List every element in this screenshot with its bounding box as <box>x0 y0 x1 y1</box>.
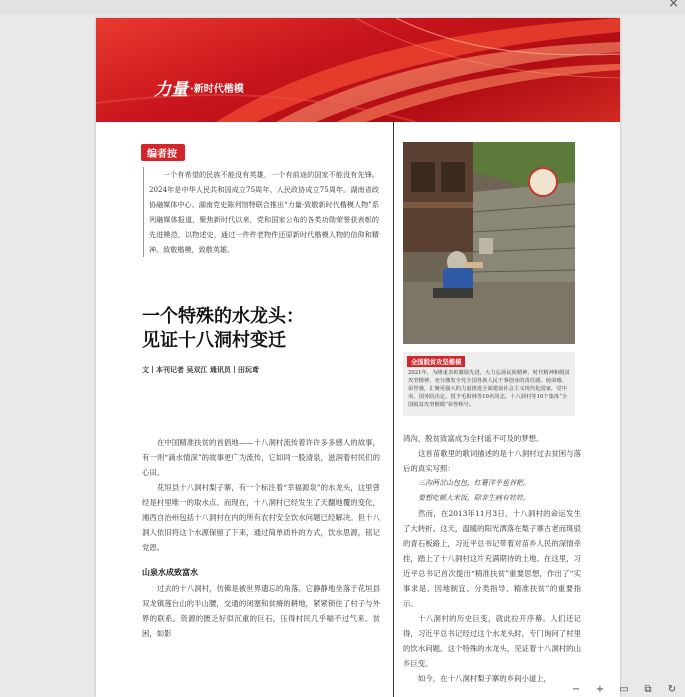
brand-logo: 力量 <box>154 80 188 100</box>
paragraph: 过去的十八洞村，仿佛是被世界遗忘的角落。它静静地坐落于花垣县双龙镇莲台山的半山腰，交通的闭塞和贫瘠的耕地，紧紧锁住了村子与外界的联系。资源的匮乏好似沉重的巨石，压得村民几乎喘不过气来。贫困，如影 <box>142 584 380 638</box>
editor-note-text: 一个有希望的民族不能没有英雄，一个有前途的国家不能没有先锋。2024年是中华人民共和国成立75周年、人民政协成立75周年。湖南省政协融媒体中心、湖南党史陈列馆特联合推出“力量·致敬新时代楷模人物”系列融媒体报道，聚焦新时代以来，党和国家公布的各类功勋荣誉获表彰的先进模范，以物述史，通过一件件老物件还原新时代楷模人物的信仰和精神。致敬楷模，致敬英雄。 <box>143 167 379 257</box>
paragraph: 十八洞村的历史巨变，就此拉开序幕。人们还记得，习近平总书记经过这个水龙头时，专门询问了村里的饮水问题。这个特殊的水龙头，见证着十八洞村的山乡巨变。 <box>403 614 581 668</box>
paragraph: 在中国精准扶贫的首倡地——十八洞村流传着许许多多感人的故事，有一则“滴水情深”的故事更广为流传，它如同一股清泉，滋润着村民们的心田。 <box>142 438 380 477</box>
header-banner <box>96 18 620 122</box>
column-divider <box>393 122 394 697</box>
paragraph: 如今，在十八洞村梨子寨的乡间小道上， <box>418 674 552 683</box>
poem-line: 要想吃顿大米饭，除非生病有娃娃。 <box>418 494 530 502</box>
caption-text: 2021年，为隆重表彰激励先进，大力弘扬民族精神、时代精神和脱贫攻坚精神，充分激发全党全国各族人民干事创业的责任感、使命感、荣誉感，汇聚更强大的力量推进全面建设社会主义现代化国家，党中央、国务院决定，授予毛相林等10名同志，十八洞村等10个集体“全国脱贫攻坚楷模”荣誉称号。 <box>408 370 570 408</box>
right-column <box>403 431 581 686</box>
copy-icon[interactable]: ⧉ <box>644 683 652 695</box>
article-photo <box>403 142 575 344</box>
column-brand <box>154 75 244 100</box>
editor-note-tag: 编者按 <box>141 144 185 161</box>
photo-caption-box <box>403 352 575 416</box>
title-line-2: 见证十八洞村变迁 <box>142 330 286 351</box>
paragraph: 花垣县十八洞村梨子寨，有一个标注着“幸福源泉”的水龙头，这里曾经是村里唯一的取水点。而现在，十八洞村已经发生了天翻地覆的变化，湘西自治州包括十八洞村在内的所有农村安全饮水问题已经解决。但十八洞人依旧将这个水源保留了下来，通过简单质朴的方式，饮水思源，铭记党恩。 <box>142 483 380 552</box>
poem-line: 三沟两岔山包包，红薯洋芋苞谷粑。 <box>418 479 530 487</box>
byline: 文丨本刊记者 吴双江 通讯员丨田玩鸢 <box>142 366 259 374</box>
document-page <box>96 18 620 697</box>
caption-tag: 全国脱贫攻坚楷模 <box>407 356 465 367</box>
rotate-icon[interactable]: ↻ <box>667 683 677 695</box>
close-icon[interactable]: × <box>668 0 679 11</box>
section-subhead: 山泉水成致富水 <box>142 568 198 577</box>
left-column <box>142 435 380 641</box>
title-line-1: 一个特殊的水龙头： <box>142 306 304 327</box>
banner-swoosh-art <box>96 18 620 122</box>
viewer-toolbar <box>480 682 685 697</box>
paragraph: 这首苗歌里的歌词描述的是十八洞村过去贫困与落后的真实写照： <box>403 449 581 473</box>
paragraph: 鸿沟，脱贫致富成为全村遥不可及的梦想。 <box>403 434 544 443</box>
zoom-out-icon[interactable]: − <box>571 683 581 695</box>
fit-page-icon[interactable]: ▭ <box>619 683 629 695</box>
paragraph: 然而，在2013年11月3日，十八洞村的命运发生了大转折。这天，温暖的阳光洒落在梨子寨古老而斑驳的青石板路上，习近平总书记带着对苗乡人民的深情牵挂，踏上了十八洞村这片充满期待的土地。在这里，习近平总书记首次提出“精准扶贫”重要思想，作出了“实事求是、因地制宜、分类指导、精准扶贫”的重要指示。 <box>403 509 581 608</box>
zoom-in-icon[interactable]: + <box>595 683 605 695</box>
article-title <box>142 305 382 353</box>
brand-subtitle: ·新时代楷模 <box>190 84 244 95</box>
photo-illustration <box>403 142 575 344</box>
viewer-top-bar <box>0 0 685 14</box>
